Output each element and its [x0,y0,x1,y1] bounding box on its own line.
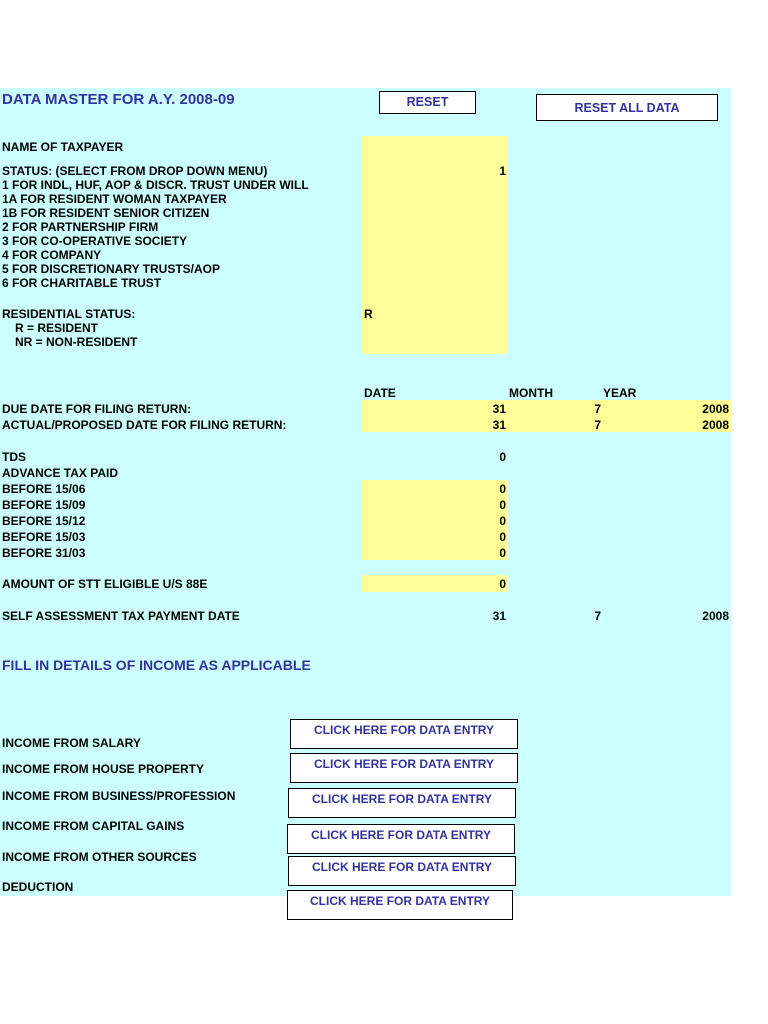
due-date-year[interactable]: 2008 [702,402,729,416]
spreadsheet-area [0,88,731,908]
other-sources-data-entry-button[interactable]: CLICK HERE FOR DATA ENTRY [288,856,516,886]
income-other-sources-label: INCOME FROM OTHER SOURCES [2,850,197,864]
income-section-heading: FILL IN DETAILS OF INCOME AS APPLICABLE [2,657,311,673]
stt-label: AMOUNT OF STT ELIGIBLE U/S 88E [2,577,208,591]
house-property-data-entry-button[interactable]: CLICK HERE FOR DATA ENTRY [290,753,518,783]
salary-data-entry-button[interactable]: CLICK HERE FOR DATA ENTRY [290,719,518,749]
advance-tax-input-1[interactable]: 0 [499,482,506,496]
status-option-6: 6 FOR CHARITABLE TRUST [2,276,162,290]
tds-label: TDS [2,450,26,464]
income-house-property-label: INCOME FROM HOUSE PROPERTY [2,762,205,776]
self-assessment-day: 31 [492,609,506,623]
income-salary-label: INCOME FROM SALARY [2,736,141,750]
year-column-header: YEAR [603,386,637,400]
residential-status-label: RESIDENTIAL STATUS: [2,307,136,321]
self-assessment-year: 2008 [702,609,729,623]
business-data-entry-button[interactable]: CLICK HERE FOR DATA ENTRY [288,788,516,818]
due-date-day[interactable]: 31 [492,402,506,416]
advance-tax-label-4: BEFORE 15/03 [2,530,86,544]
advance-tax-label-1: BEFORE 15/06 [2,482,86,496]
advance-tax-label-3: BEFORE 15/12 [2,514,86,528]
status-option-3: 3 FOR CO-OPERATIVE SOCIETY [2,234,188,248]
self-assessment-month: 7 [594,609,601,623]
page-title: DATA MASTER FOR A.Y. 2008-09 [2,91,235,108]
taxpayer-name-label: NAME OF TAXPAYER [2,140,124,154]
status-label: STATUS: (SELECT FROM DROP DOWN MENU) [2,164,268,178]
actual-date-month[interactable]: 7 [594,418,601,432]
advance-tax-label-5: BEFORE 31/03 [2,546,86,560]
deduction-data-entry-button[interactable]: CLICK HERE FOR DATA ENTRY [287,890,513,920]
income-capital-gains-label: INCOME FROM CAPITAL GAINS [2,819,185,833]
advance-tax-label: ADVANCE TAX PAID [2,466,119,480]
month-column-header: MONTH [509,386,553,400]
tds-value: 0 [499,450,506,464]
status-dropdown[interactable]: 1 [499,164,506,178]
due-date-label: DUE DATE FOR FILING RETURN: [2,402,192,416]
due-date-month[interactable]: 7 [594,402,601,416]
income-business-label: INCOME FROM BUSINESS/PROFESSION [2,789,236,803]
date-column-header: DATE [364,386,396,400]
status-option-2: 2 FOR PARTNERSHIP FIRM [2,220,159,234]
self-assessment-label: SELF ASSESSMENT TAX PAYMENT DATE [2,609,240,623]
capital-gains-data-entry-button[interactable]: CLICK HERE FOR DATA ENTRY [287,824,515,854]
reset-button[interactable]: RESET [379,91,476,114]
status-option-1b: 1B FOR RESIDENT SENIOR CITIZEN [2,206,210,220]
advance-tax-input-3[interactable]: 0 [499,514,506,528]
advance-tax-label-2: BEFORE 15/09 [2,498,86,512]
advance-tax-input-5[interactable]: 0 [499,546,506,560]
actual-date-year[interactable]: 2008 [702,418,729,432]
status-option-1a: 1A FOR RESIDENT WOMAN TAXPAYER [2,192,227,206]
reset-all-data-button[interactable]: RESET ALL DATA [536,94,718,121]
taxpayer-name-input[interactable] [362,136,507,156]
deduction-label: DEDUCTION [2,880,74,894]
stt-input[interactable]: 0 [499,577,506,591]
status-option-1: 1 FOR INDL, HUF, AOP & DISCR. TRUST UNDER WILL [2,178,309,192]
advance-tax-input-2[interactable]: 0 [499,498,506,512]
actual-date-label: ACTUAL/PROPOSED DATE FOR FILING RETURN: [2,418,287,432]
advance-tax-input-4[interactable]: 0 [499,530,506,544]
status-option-4: 4 FOR COMPANY [2,248,102,262]
status-option-5: 5 FOR DISCRETIONARY TRUSTS/AOP [2,262,221,276]
residential-status-input[interactable]: R [364,307,373,321]
residential-option-nr: NR = NON-RESIDENT [15,335,138,349]
residential-option-r: R = RESIDENT [15,321,99,335]
actual-date-day[interactable]: 31 [492,418,506,432]
